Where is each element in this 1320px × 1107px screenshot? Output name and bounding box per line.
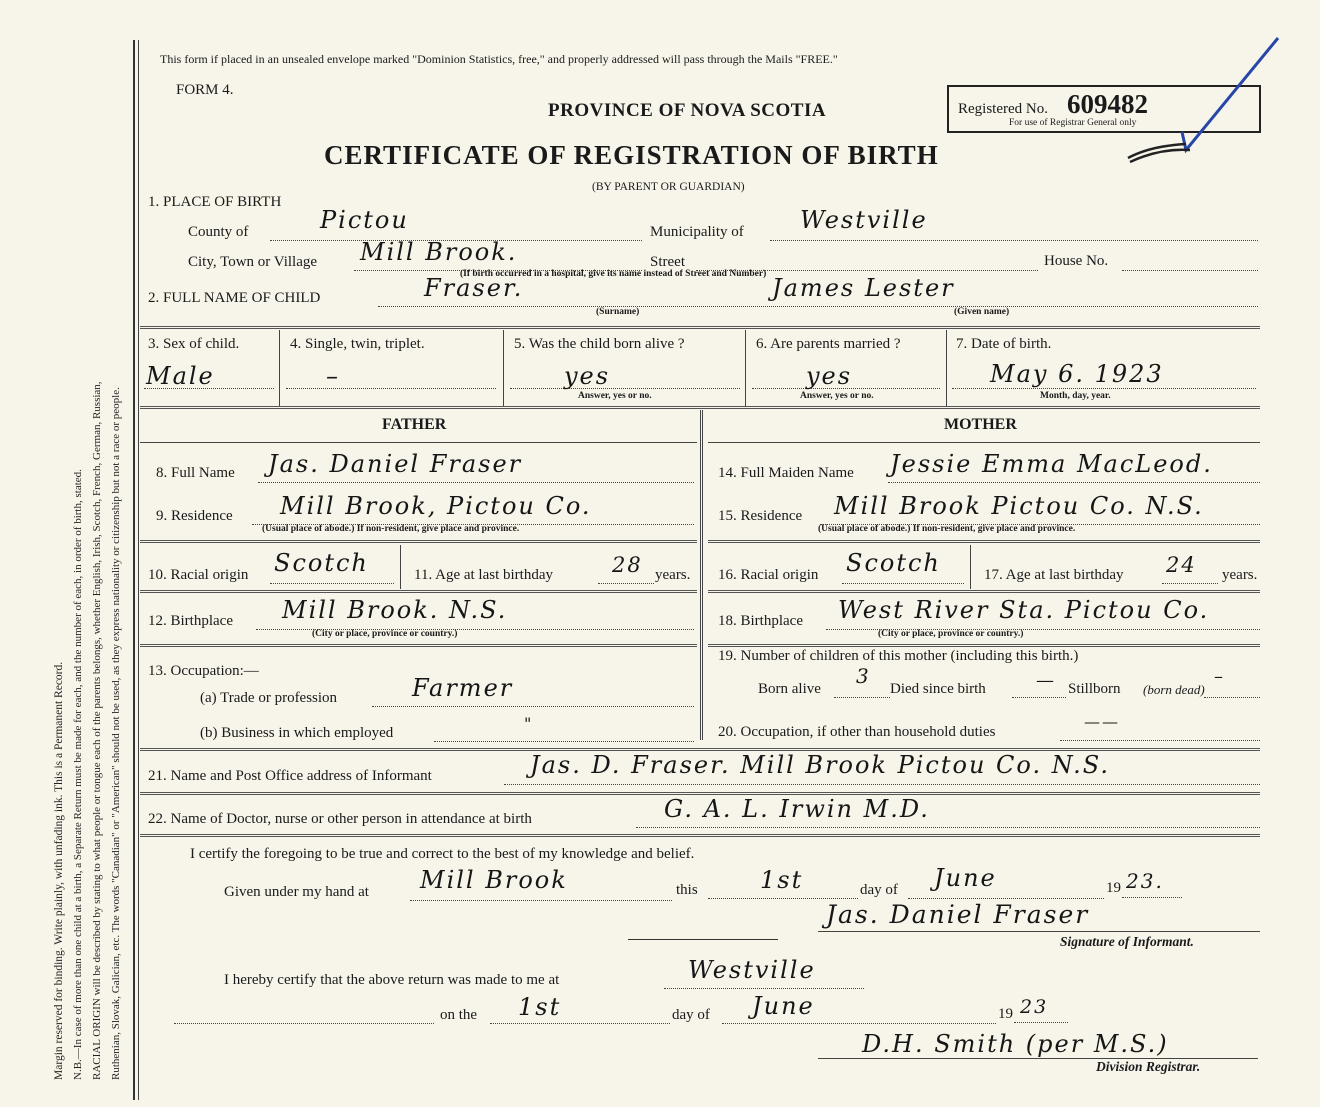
sex-value: Male xyxy=(146,362,215,390)
doctor-label: 22. Name of Doctor, nurse or other person in attendance at birth xyxy=(148,811,532,827)
answer-caption-5: Answer, yes or no. xyxy=(578,391,652,401)
mother-residence-caption: (Usual place of abode.) If non-resident, give place and province. xyxy=(818,524,1076,534)
father-birthplace-label: 12. Birthplace xyxy=(148,613,233,629)
reg-year-prefix: 19 xyxy=(998,1006,1013,1022)
margin-note-2: N.B.—In case of more than one child at a birth, a Separate Return must be made for each, and the number of each, in order of birth, stated. xyxy=(72,469,84,1080)
given-year: 23. xyxy=(1126,869,1164,893)
mother-heading: MOTHER xyxy=(944,416,1017,433)
multiple-birth-label: 4. Single, twin, triplet. xyxy=(290,336,425,352)
born-alive-label: 5. Was the child born alive ? xyxy=(514,336,685,352)
born-alive-count-label: Born alive xyxy=(758,681,821,697)
margin-note-3: RACIAL ORIGIN will be described by stating to what people or tongue each of the parents belongs, whether English, Irish, Scotch, French, German, Russian, xyxy=(91,381,103,1080)
father-business: " xyxy=(524,714,534,733)
registrar-place: Westville xyxy=(688,956,816,984)
mother-residence-label: 15. Residence xyxy=(718,508,803,524)
mother-residence: Mill Brook Pictou Co. N.S. xyxy=(834,492,1204,520)
father-birthplace: Mill Brook. N.S. xyxy=(282,596,508,624)
registration-month: June xyxy=(752,992,815,1020)
dob-caption: Month, day, year. xyxy=(1040,391,1111,401)
answer-caption-6: Answer, yes or no. xyxy=(800,391,874,401)
born-alive-count: 3 xyxy=(856,664,871,688)
registered-label: Registered No. xyxy=(958,101,1048,117)
city-value: Mill Brook. xyxy=(360,238,518,266)
father-residence-caption: (Usual place of abode.) If non-resident, give place and province. xyxy=(262,524,520,534)
city-label: City, Town or Village xyxy=(188,254,318,270)
divider xyxy=(140,326,1260,329)
mother-years-label: years. xyxy=(1222,567,1258,583)
child-name-label: 2. FULL NAME OF CHILD xyxy=(148,290,321,306)
margin-rule xyxy=(133,40,135,1100)
father-occupation-label: 13. Occupation:— xyxy=(148,663,259,679)
mail-notice: This form if placed in an unsealed envelope marked "Dominion Statistics, free," and properly addressed will pass through the Mails "FREE." xyxy=(160,52,838,66)
mother-age: 24 xyxy=(1166,553,1197,577)
stillborn-label: Stillborn xyxy=(1068,681,1121,697)
day-of-label: day of xyxy=(860,882,898,898)
father-racial-label: 10. Racial origin xyxy=(148,567,249,583)
father-birthplace-caption: (City or place, province or country.) xyxy=(312,629,458,639)
father-trade: Farmer xyxy=(412,674,514,702)
child-surname: Fraser. xyxy=(424,274,524,302)
informant-signature-label: Signature of Informant. xyxy=(1060,934,1194,949)
reg-day-of-label: day of xyxy=(672,1007,710,1023)
father-name-label: 8. Full Name xyxy=(156,465,235,481)
given-under-label: Given under my hand at xyxy=(224,884,369,900)
father-age: 28 xyxy=(612,553,643,577)
house-no-label: House No. xyxy=(1044,253,1109,269)
died-since-birth-label: Died since birth xyxy=(890,681,986,697)
stillborn-count: – xyxy=(1214,666,1225,687)
business-label: (b) Business in which employed xyxy=(200,725,394,741)
given-caption: (Given name) xyxy=(954,307,1010,317)
registrar-label: Division Registrar. xyxy=(1096,1059,1201,1074)
doctor-value: G. A. L. Irwin M.D. xyxy=(664,795,930,823)
registrar-statement: I hereby certify that the above return was made to me at xyxy=(224,972,560,988)
given-month: June xyxy=(934,864,997,892)
mother-age-label: 17. Age at last birthday xyxy=(984,567,1124,583)
children-count-label: 19. Number of children of this mother (including this birth.) xyxy=(718,648,1079,664)
page-title: CERTIFICATE OF REGISTRATION OF BIRTH xyxy=(324,140,939,170)
this-label: this xyxy=(676,882,698,898)
certification-statement: I certify the foregoing to be true and correct to the best of my knowledge and belief. xyxy=(190,846,695,862)
parents-married-label: 6. Are parents married ? xyxy=(756,336,901,352)
margin-note-4: Ruthenian, Slovak, Galician, etc. The words "Canadian" or "American" should not be used, as they express nationality or citizenship but not a race or people. xyxy=(110,387,122,1080)
dob-value: May 6. 1923 xyxy=(990,360,1164,388)
father-residence: Mill Brook, Pictou Co. xyxy=(280,492,592,520)
mother-maiden-name: Jessie Emma MacLeod. xyxy=(890,450,1213,478)
registrar-signature: D.H. Smith (per M.S.) xyxy=(862,1030,1169,1058)
father-years-label: years. xyxy=(655,567,691,583)
mother-birthplace-caption: (City or place, province or country.) xyxy=(878,629,1024,639)
municipality-label: Municipality of xyxy=(650,224,744,240)
mother-birthplace-label: 18. Birthplace xyxy=(718,613,803,629)
mother-racial-origin: Scotch xyxy=(846,549,941,577)
margin-rule-inner xyxy=(138,40,139,1100)
registration-day: 1st xyxy=(518,993,562,1021)
parents-married-value: yes xyxy=(806,362,853,390)
given-place: Mill Brook xyxy=(420,866,568,894)
street-label: Street xyxy=(650,254,685,270)
father-name: Jas. Daniel Fraser xyxy=(268,450,523,478)
informant-label: 21. Name and Post Office address of Informant xyxy=(148,768,432,784)
sex-label: 3. Sex of child. xyxy=(148,336,240,352)
county-value: Pictou xyxy=(320,206,409,234)
province-heading: PROVINCE OF NOVA SCOTIA xyxy=(548,100,827,121)
informant-value: Jas. D. Fraser. Mill Brook Pictou Co. N.S. xyxy=(530,751,1111,779)
page-subtitle: (BY PARENT OR GUARDIAN) xyxy=(592,181,745,193)
mother-birthplace: West River Sta. Pictou Co. xyxy=(838,596,1210,624)
form-number: FORM 4. xyxy=(176,82,234,98)
municipality-value: Westville xyxy=(800,206,928,234)
father-residence-label: 9. Residence xyxy=(156,508,233,524)
child-given-name: James Lester xyxy=(772,274,955,302)
county-label: County of xyxy=(188,224,249,240)
surname-caption: (Surname) xyxy=(596,307,640,317)
on-the-label: on the xyxy=(440,1007,478,1023)
margin-note-1: Margin reserved for binding. Write plainly, with unfading ink. This is a Permanent Record. xyxy=(53,661,65,1080)
registered-number: 609482 xyxy=(1067,89,1148,119)
father-age-label: 11. Age at last birthday xyxy=(414,567,553,583)
registration-year: 23 xyxy=(1020,996,1049,1018)
column-divider xyxy=(700,410,703,740)
binding-margin xyxy=(0,0,140,1107)
born-alive-value: yes xyxy=(564,362,611,390)
multiple-birth-value: – xyxy=(326,362,340,390)
stillborn-note: (born dead) xyxy=(1143,682,1205,697)
mother-name-label: 14. Full Maiden Name xyxy=(718,465,854,481)
given-day: 1st xyxy=(760,866,804,894)
mother-racial-label: 16. Racial origin xyxy=(718,567,819,583)
check-mark-icon xyxy=(1120,30,1290,180)
mother-occupation-label: 20. Occupation, if other than household duties xyxy=(718,724,996,740)
informant-signature: Jas. Daniel Fraser xyxy=(826,900,1090,929)
died-since-birth: — xyxy=(1036,670,1056,691)
place-of-birth-heading: 1. PLACE OF BIRTH xyxy=(148,194,282,210)
father-heading: FATHER xyxy=(382,416,447,433)
trade-label: (a) Trade or profession xyxy=(200,690,338,706)
mother-occupation: —— xyxy=(1084,712,1120,731)
father-racial-origin: Scotch xyxy=(274,549,369,577)
hospital-note: (If birth occurred in a hospital, give its name instead of Street and Number) xyxy=(460,269,767,279)
dob-label: 7. Date of birth. xyxy=(956,336,1052,352)
registrar-note: For use of Registrar General only xyxy=(1009,118,1137,128)
year-prefix: 19 xyxy=(1106,880,1121,896)
